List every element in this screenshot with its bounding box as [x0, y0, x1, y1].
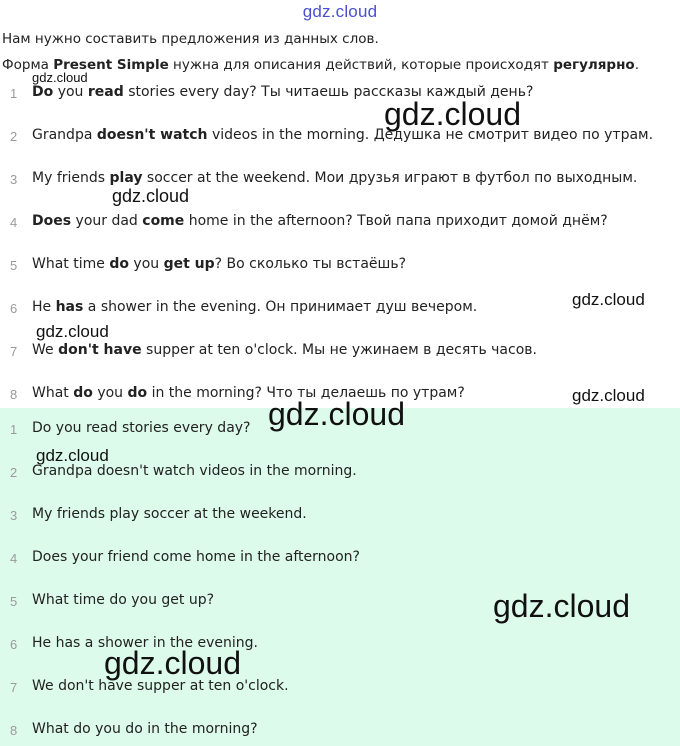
answer-number: 1	[10, 422, 18, 437]
watermark: gdz.cloud	[104, 645, 241, 681]
answer-number: 8	[10, 723, 18, 738]
exercise-number: 1	[10, 86, 18, 101]
exercise-sentence: We don't have supper at ten o'clock. Мы не ужинаем в десять часов.	[32, 342, 537, 358]
answer-row-3	[0, 506, 680, 530]
exercise-number: 3	[10, 172, 18, 187]
intro-text: нужна для описания действий, которые происходят	[168, 57, 554, 73]
answer-number: 7	[10, 680, 18, 695]
exercise-row-3	[0, 170, 680, 194]
intro-line-1: Нам нужно составить предложения из данных слов.	[2, 31, 379, 47]
exercise-sentence: Grandpa doesn't watch videos in the morning. Дедушка не смотрит видео по утрам.	[32, 127, 654, 143]
answer-number: 6	[10, 637, 18, 652]
answer-row-8	[0, 721, 680, 745]
answer-sentence: My friends play soccer at the weekend.	[32, 506, 307, 522]
watermark: gdz.cloud	[32, 70, 88, 85]
exercise-sentence: Do you read stories every day? Ты читаешь рассказы каждый день?	[32, 84, 534, 100]
answer-sentence: What time do you get up?	[32, 592, 215, 608]
exercise-number: 4	[10, 215, 18, 230]
answer-row-6	[0, 635, 680, 659]
watermark: gdz.cloud	[384, 96, 521, 132]
intro-emphasis-regularly: регулярно	[553, 57, 635, 73]
intro-emphasis-tense: Present Simple	[53, 57, 169, 73]
answer-sentence: He has a shower in the evening.	[32, 635, 258, 651]
answer-number: 4	[10, 551, 18, 566]
watermark: gdz.cloud	[36, 446, 109, 465]
watermark: gdz.cloud	[572, 386, 645, 405]
intro-line-2	[2, 57, 639, 73]
answer-number: 3	[10, 508, 18, 523]
answer-sentence: Does your friend come home in the afternoon?	[32, 549, 360, 565]
exercise-row-4	[0, 213, 680, 237]
exercise-row-5	[0, 256, 680, 280]
exercise-sentence: Does your dad come home in the afternoon? Твой папа приходит домой днём?	[32, 213, 608, 229]
exercise-sentence: What do you do in the morning? Что ты делаешь по утрам?	[32, 385, 465, 401]
exercise-sentence: What time do you get up? Во сколько ты встаёшь?	[32, 256, 407, 272]
exercise-number: 8	[10, 387, 18, 402]
exercise-sentence: He has a shower in the evening. Он принимает душ вечером.	[32, 299, 478, 315]
watermark: gdz.cloud	[36, 322, 109, 341]
answer-row-7	[0, 678, 680, 702]
answer-row-2	[0, 463, 680, 487]
exercise-row-1	[0, 84, 680, 108]
watermark: gdz.cloud	[268, 396, 405, 432]
answer-number: 2	[10, 465, 18, 480]
answer-sentence: What do you do in the morning?	[32, 721, 258, 737]
exercise-number: 7	[10, 344, 18, 359]
site-watermark-header: gdz.cloud	[302, 2, 378, 21]
exercise-number: 2	[10, 129, 18, 144]
answer-number: 5	[10, 594, 18, 609]
watermark: gdz.cloud	[572, 290, 645, 309]
intro-text: .	[634, 57, 639, 73]
exercise-row-2	[0, 127, 680, 151]
answer-row-4	[0, 549, 680, 573]
exercise-number: 6	[10, 301, 18, 316]
answer-sentence: We don't have supper at ten o'clock.	[32, 678, 289, 694]
exercise-row-7	[0, 342, 680, 366]
exercise-sentence: My friends play soccer at the weekend. Мои друзья играют в футбол по выходным.	[32, 170, 638, 186]
exercise-number: 5	[10, 258, 18, 273]
intro-text: Форма	[2, 57, 54, 73]
answer-sentence: Do you read stories every day?	[32, 420, 251, 436]
watermark: gdz.cloud	[493, 588, 630, 624]
watermark: gdz.cloud	[112, 186, 190, 206]
answer-sentence: Grandpa doesn't watch videos in the morning.	[32, 463, 357, 479]
